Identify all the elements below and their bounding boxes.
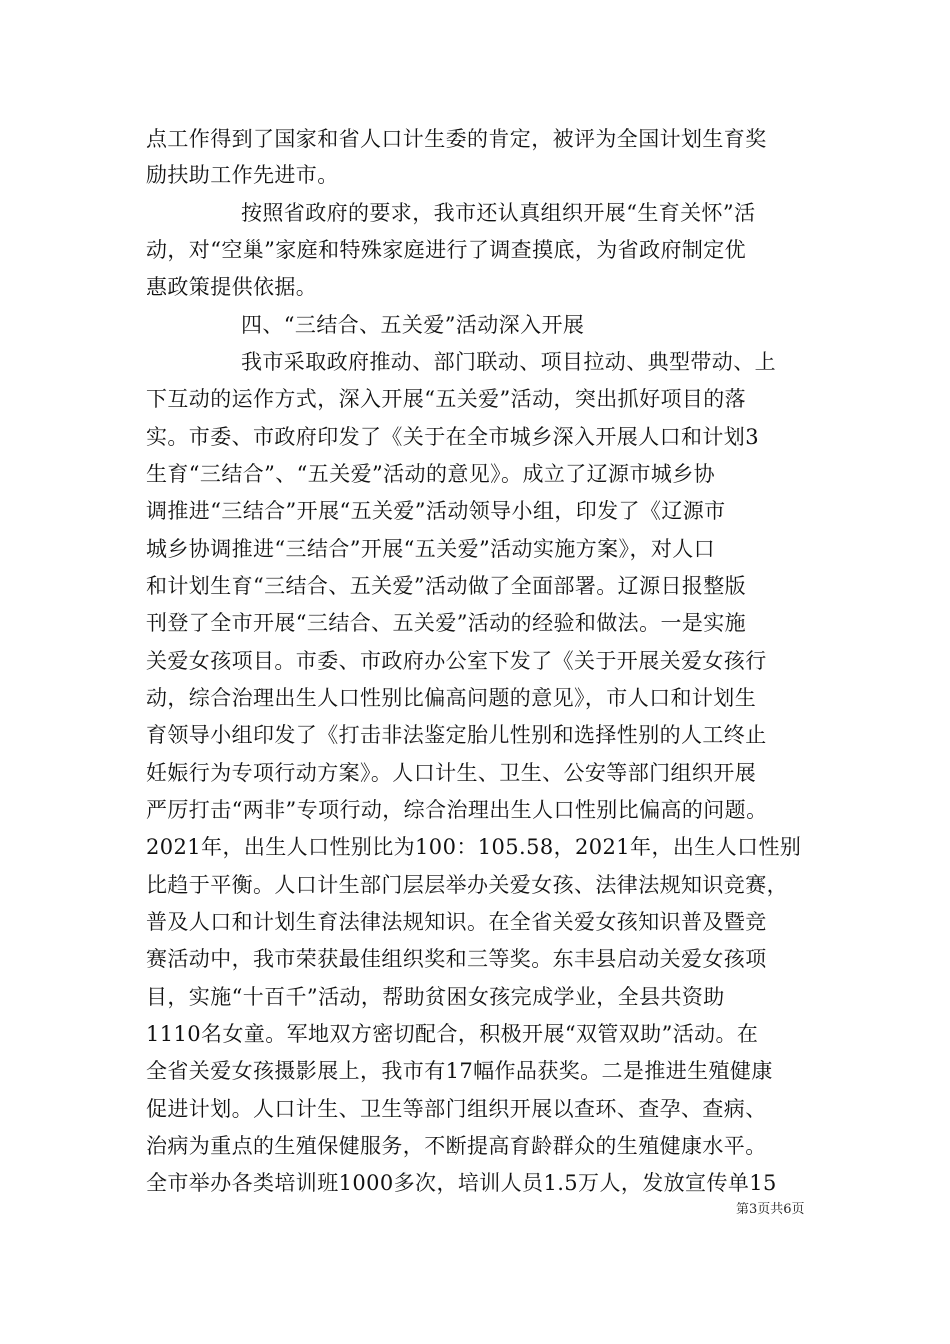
text-line: 全市举办各类培训班1000多次，培训人员1.5万人，发放宣传单15 xyxy=(146,1171,777,1195)
text-line: 比趋于平衡。人口计生部门层层举办关爱女孩、法律法规知识竞赛， xyxy=(146,873,788,897)
text-line: 实。市委、市政府印发了《关于在全市城乡深入开展人口和计划3 xyxy=(146,425,759,449)
section-heading: 四、“三结合、五关爱”活动深入开展 xyxy=(241,313,585,337)
text-line: 刊登了全市开展“三结合、五关爱”活动的经验和做法。一是实施 xyxy=(146,611,747,635)
text-line: 惠政策提供依据。 xyxy=(146,275,318,299)
paragraph-start-line: 我市采取政府推动、部门联动、项目拉动、典型带动、上 xyxy=(241,350,776,374)
text-line: 1110名女童。军地双方密切配合，积极开展“双管双助”活动。在 xyxy=(146,1022,759,1046)
text-line: 治病为重点的生殖保健服务，不断提高育龄群众的生殖健康水平。 xyxy=(146,1134,767,1158)
text-line: 关爱女孩项目。市委、市政府办公室下发了《关于开展关爱女孩行 xyxy=(146,649,767,673)
text-line: 普及人口和计划生育法律法规知识。在全省关爱女孩知识普及暨竞 xyxy=(146,910,767,934)
text-line: 动，对“空巢”家庭和特殊家庭进行了调查摸底，为省政府制定优 xyxy=(146,238,747,262)
text-line: 城乡协调推进“三结合”开展“五关爱”活动实施方案》，对人口 xyxy=(146,537,716,561)
text-line: 励扶助工作先进市。 xyxy=(146,163,339,187)
text-line: 下互动的运作方式，深入开展“五关爱”活动，突出抓好项目的落 xyxy=(146,387,747,411)
text-line: 动，综合治理出生人口性别比偏高问题的意见》，市人口和计划生 xyxy=(146,686,757,710)
text-line: 调推进“三结合”开展“五关爱”活动领导小组，印发了《辽源市 xyxy=(146,499,726,523)
page-number-footer: 第3页共6页 xyxy=(736,1202,805,1217)
text-line: 2021年，出生人口性别比为100：105.58，2021年，出生人口性别 xyxy=(146,835,802,859)
text-line: 生育“三结合”、“五关爱”活动的意见》。成立了辽源市城乡协 xyxy=(146,462,716,486)
text-line: 妊娠行为专项行动方案》。人口计生、卫生、公安等部门组织开展 xyxy=(146,761,757,785)
text-line: 全省关爱女孩摄影展上，我市有17幅作品获奖。二是推进生殖健康 xyxy=(146,1059,773,1083)
text-line: 和计划生育“三结合、五关爱”活动做了全面部署。辽源日报整版 xyxy=(146,574,747,598)
text-line: 赛活动中，我市荣获最佳组织奖和三等奖。东丰县启动关爱女孩项 xyxy=(146,947,767,971)
text-line: 目，实施“十百千”活动，帮助贫困女孩完成学业，全县共资助 xyxy=(146,985,725,1009)
text-line: 点工作得到了国家和省人口计生委的肯定，被评为全国计划生育奖 xyxy=(146,127,767,151)
text-line: 促进计划。人口计生、卫生等部门组织开展以查环、查孕、查病、 xyxy=(146,1097,767,1121)
text-line: 育领导小组印发了《打击非法鉴定胎儿性别和选择性别的人工终止 xyxy=(146,723,767,747)
paragraph-start-line: 按照省政府的要求，我市还认真组织开展“生育关怀”活 xyxy=(241,201,756,225)
text-line: 严厉打击“两非”专项行动，综合治理出生人口性别比偏高的问题。 xyxy=(146,798,768,822)
